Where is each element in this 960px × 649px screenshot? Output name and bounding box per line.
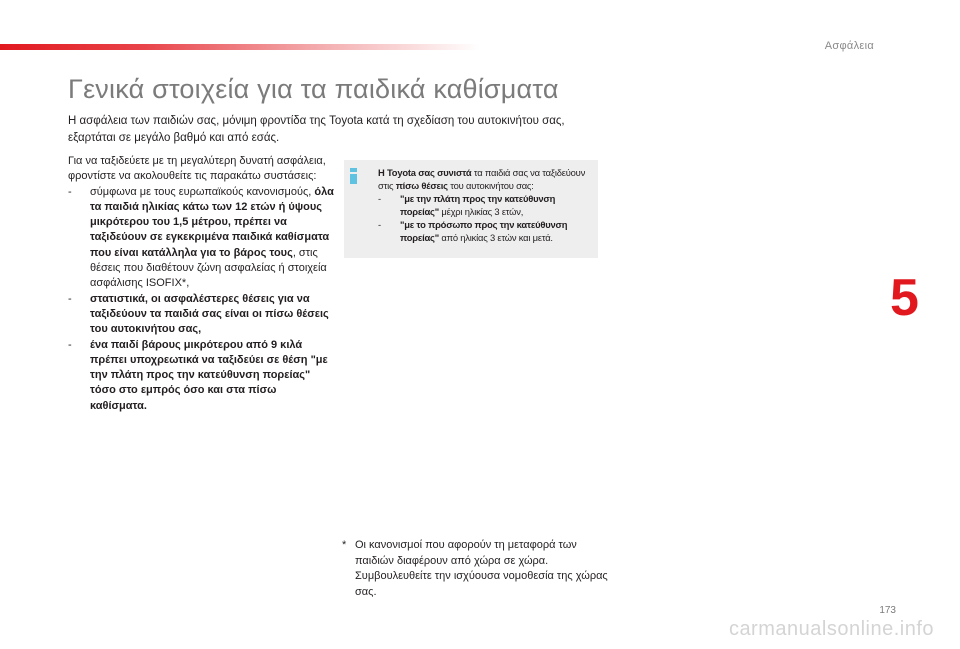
info-bold: Η Toyota σας συνιστά — [378, 167, 472, 178]
info-span: του αυτοκινήτου σας: — [447, 180, 534, 191]
info-span: μέχρι ηλικίας 3 ετών, — [438, 206, 524, 217]
recommendation-bold: ένα παιδί βάρους μικρότερου από 9 κιλά πρέπει υποχρεωτικά να ταξιδεύει σε θέση "με την πλάτη προς την κατεύθυνση πορείας" τόσο στο εμπρός όσο και στα πίσω καθίσματα. — [90, 338, 328, 412]
dash-bullet: - — [68, 292, 72, 305]
page-number: 173 — [879, 605, 896, 616]
recommendation-item — [68, 185, 336, 292]
intro-paragraph: Η ασφάλεια των παιδιών σας, μόνιμη φροντίδα της Toyota κατά τη σχεδίαση του αυτοκινήτου σας, εξαρτάται σε μεγάλο βαθμό και από εσάς. — [68, 115, 565, 144]
info-box — [344, 160, 598, 258]
footnote — [342, 538, 612, 600]
recommendation-text: , στις θέσεις που διαθέτουν ζώνη ασφαλείας ή στοιχεία ασφάλισης ISOFIX*, — [90, 246, 327, 290]
recommendations-column — [68, 154, 336, 414]
chapter-number: 5 — [890, 269, 919, 327]
dash-bullet: - — [68, 338, 72, 351]
footnote-text: Οι κανονισμοί που αφορούν τη μεταφορά των παιδιών διαφέρουν από χώρα σε χώρα. Συμβουλευθείτε την ισχύουσα νομοθεσία της χώρας σας. — [355, 539, 608, 598]
recommendation-item — [68, 338, 336, 414]
dash-bullet: - — [378, 219, 381, 230]
watermark: carmanualsonline.info — [728, 618, 934, 640]
footnote-star: * — [342, 539, 347, 551]
recommendation-text: σύμφωνα με τους ευρωπαϊκούς κανονισμούς, — [90, 185, 315, 198]
info-bold: "με την πλάτη προς την κατεύθυνση πορείας" — [400, 193, 556, 217]
info-icon — [350, 168, 357, 184]
recommendations-lead: Για να ταξιδεύετε με τη μεγαλύτερη δυνατή ασφάλεια, φροντίστε να ακολουθείτε τις παρακάτω συστάσεις: — [68, 155, 326, 183]
info-item — [378, 218, 594, 244]
recommendation-bold: όλα τα παιδιά ηλικίας κάτω των 12 ετών ή ύψους μικρότερου του 1,5 μέτρου, πρέπει να ταξιδεύουν σε εγκεκριμένα παιδικά καθίσματα που είναι κατάλληλα για το βάρος τους — [90, 185, 334, 259]
recommendation-item — [68, 292, 336, 338]
info-bold: πίσω θέσεις — [395, 180, 448, 191]
info-bold: "με το πρόσωπο προς την κατεύθυνση πορείας" — [400, 219, 568, 243]
page-title: Γενικά στοιχεία για τα παιδικά καθίσματα — [68, 74, 559, 104]
info-span: τα παιδιά σας να ταξιδεύουν στις — [378, 167, 586, 191]
info-text — [378, 166, 594, 244]
dash-bullet: - — [68, 185, 72, 198]
info-span: από ηλικίας 3 ετών και μετά. — [438, 232, 553, 243]
info-lead — [378, 166, 594, 192]
info-item — [378, 192, 594, 218]
header-accent-bar — [0, 44, 480, 50]
section-name: Ασφάλεια — [824, 40, 874, 52]
dash-bullet: - — [378, 193, 381, 204]
recommendation-bold: στατιστικά, οι ασφαλέστερες θέσεις για να ταξιδεύουν τα παιδιά σας είναι οι πίσω θέσεις του αυτοκινήτου σας, — [90, 292, 329, 336]
